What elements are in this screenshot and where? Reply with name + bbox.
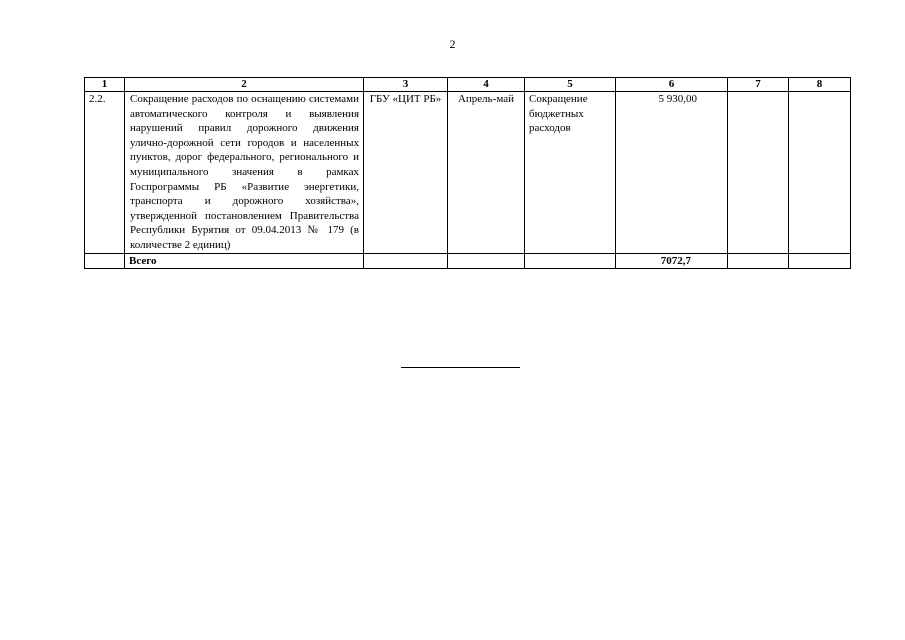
total-empty-8 (789, 253, 851, 269)
row-amount: 5 930,00 (616, 92, 728, 254)
total-row (85, 253, 851, 269)
total-empty-4 (448, 253, 525, 269)
header-col-1: 1 (85, 78, 125, 92)
header-col-4: 4 (448, 78, 525, 92)
total-label: Всего (125, 253, 364, 269)
header-col-6: 6 (616, 78, 728, 92)
total-empty-1 (85, 253, 125, 269)
row-period: Апрель-май (448, 92, 525, 254)
header-col-2: 2 (125, 78, 364, 92)
row-description: Сокращение расходов по оснащению системами автоматического контроля и выявления нарушений правил дорожного движения улично-дорожной сети городов и населенных пунктов, дорог федерального, регионального и муниципального значения в рамках Госпрограммы РБ «Развитие энергетики, транспорта и дорожного хозяйства», утвержденной постановлением Правительства Республики Бурятия от 09.04.2013 № 179 (в количестве 2 единиц) (125, 92, 364, 254)
budget-measures-table (84, 77, 851, 269)
table-header-row (85, 78, 851, 92)
total-amount: 7072,7 (616, 253, 728, 269)
header-col-8: 8 (789, 78, 851, 92)
total-empty-5 (525, 253, 616, 269)
total-empty-7 (728, 253, 789, 269)
header-col-5: 5 (525, 78, 616, 92)
row-col-7 (728, 92, 789, 254)
row-result: Сокращение бюджетных расходов (525, 92, 616, 254)
table-row (85, 92, 851, 254)
end-divider-line (401, 367, 520, 368)
row-col-8 (789, 92, 851, 254)
header-col-3: 3 (364, 78, 448, 92)
total-empty-3 (364, 253, 448, 269)
row-executor: ГБУ «ЦИТ РБ» (364, 92, 448, 254)
header-col-7: 7 (728, 78, 789, 92)
page-number: 2 (449, 37, 456, 51)
row-number: 2.2. (85, 92, 125, 254)
